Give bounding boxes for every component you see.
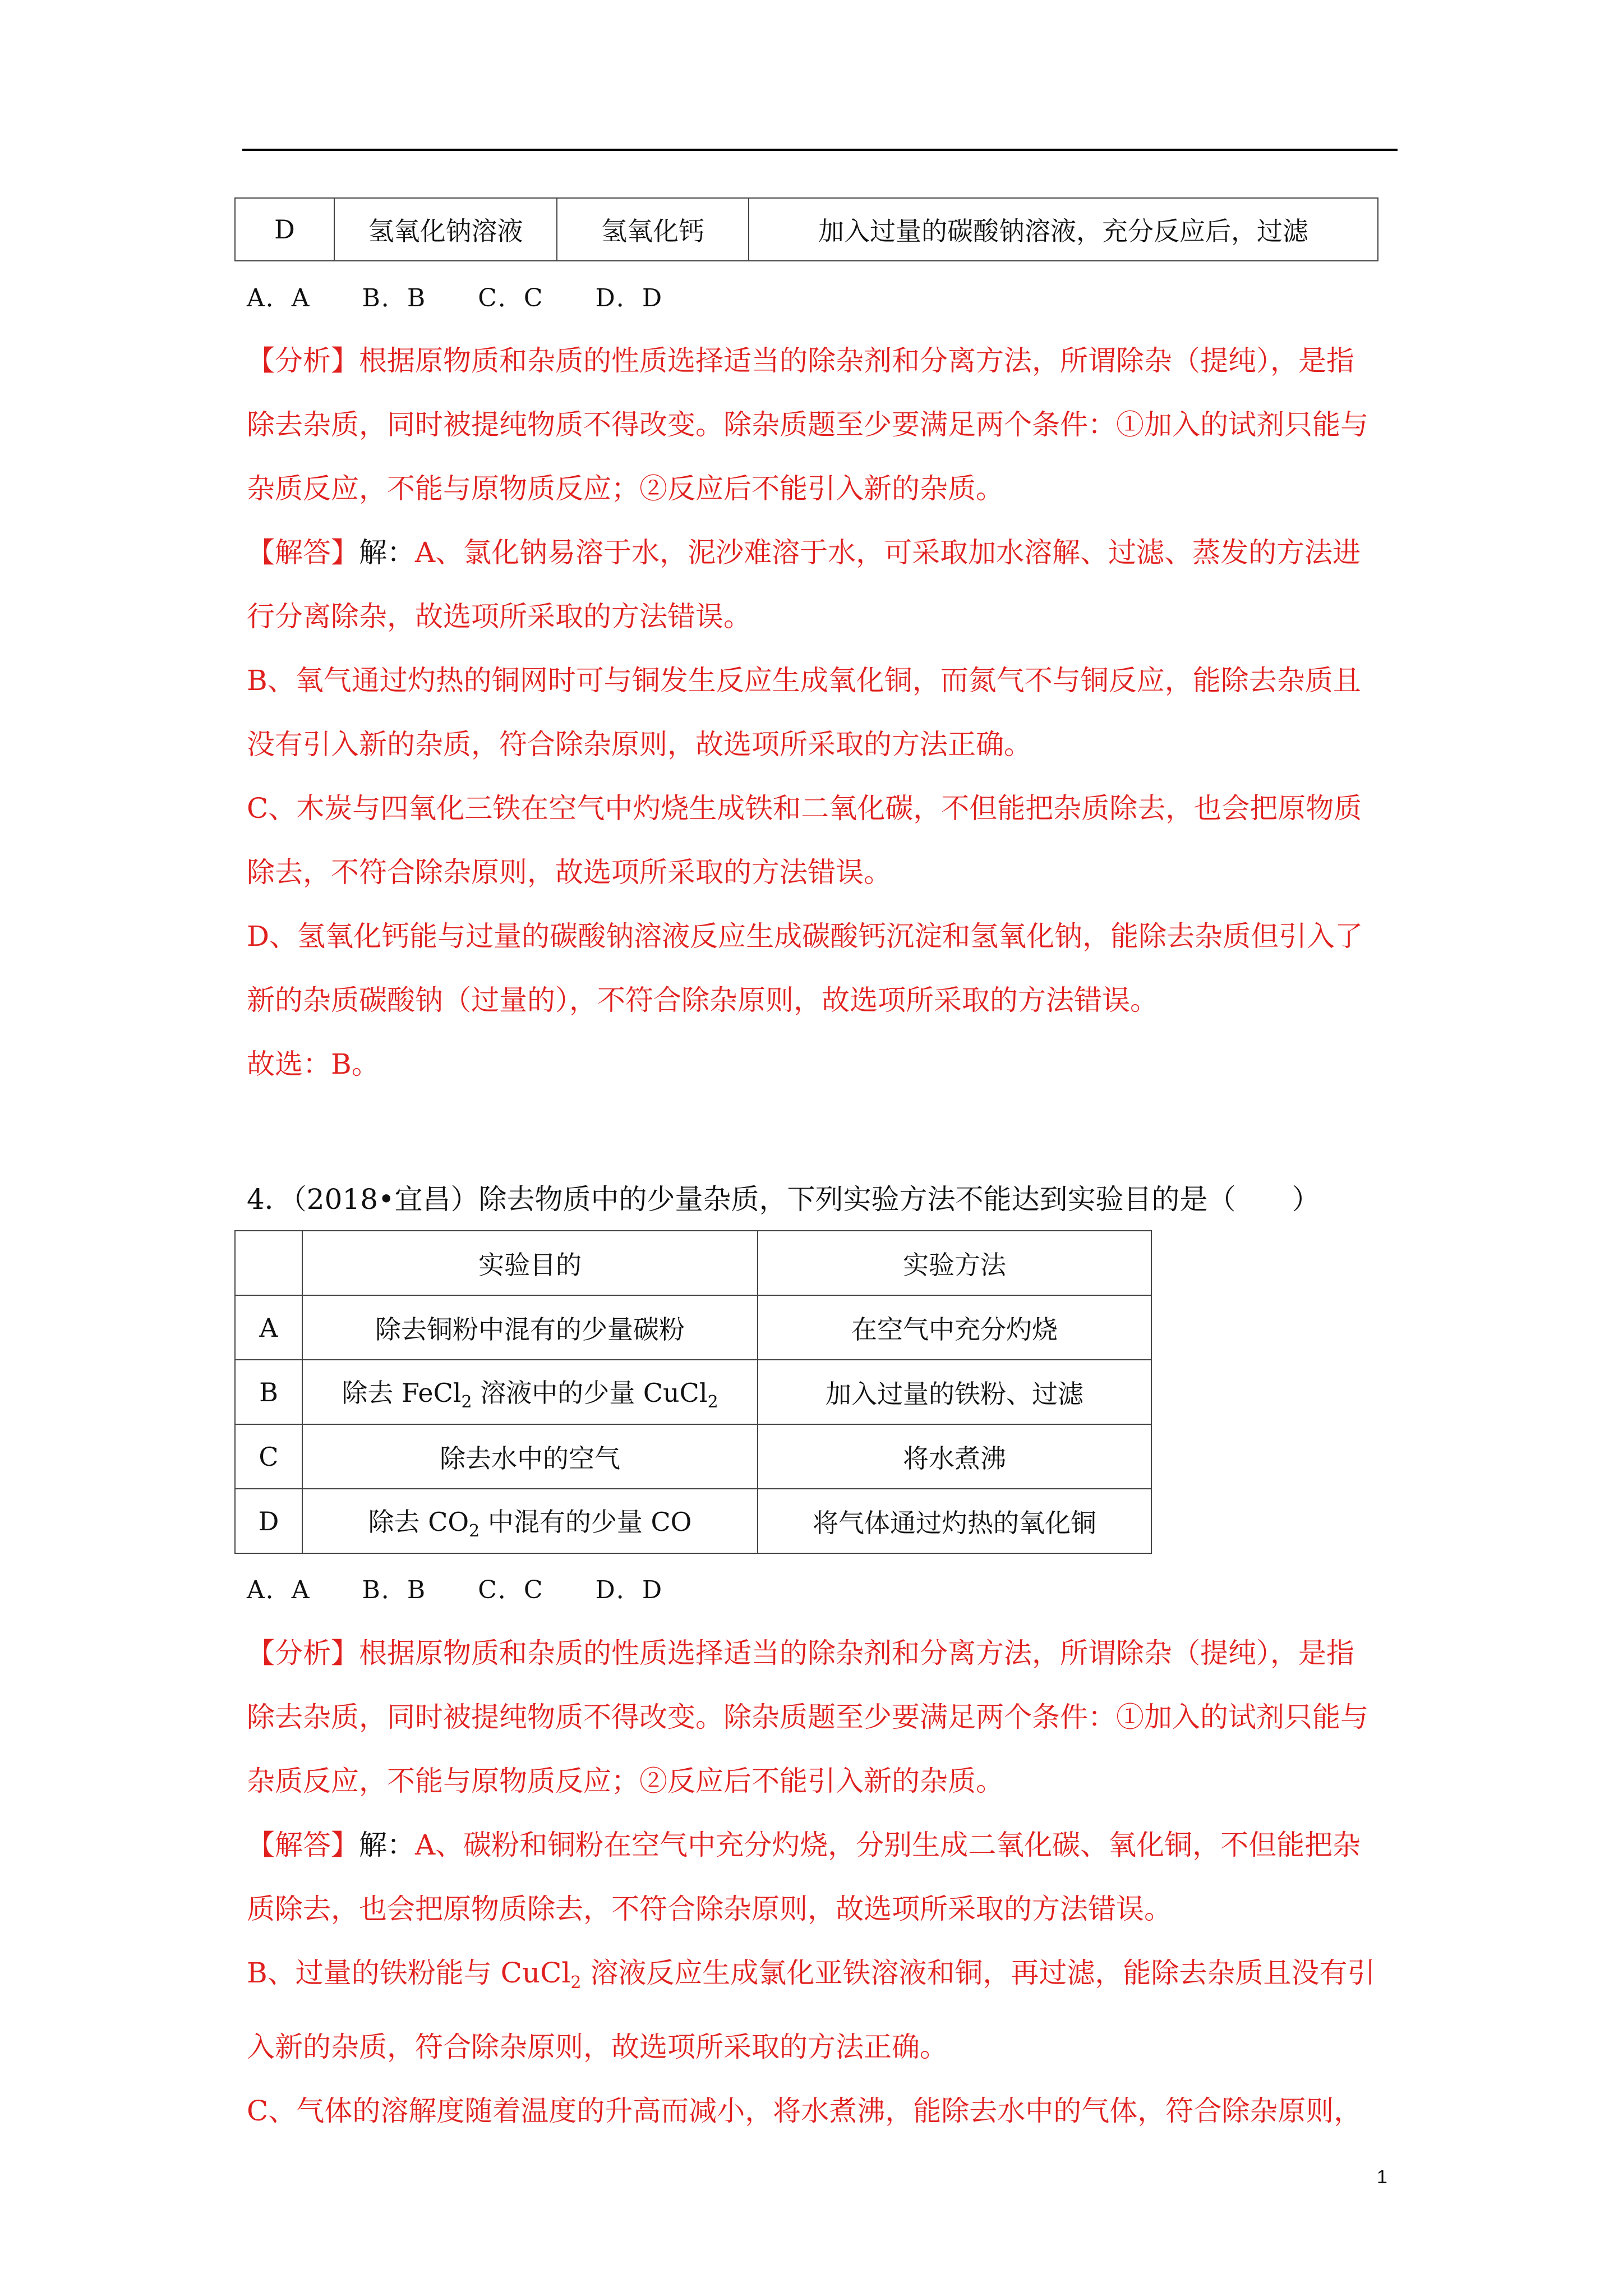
text-line: 杂质反应，不能与原物质反应；②反应后不能引入新的杂质。 [247, 472, 1004, 505]
text-line: 杂质反应，不能与原物质反应；②反应后不能引入新的杂质。 [247, 1765, 1004, 1797]
options-table-continued [234, 197, 1378, 261]
subscript: 2 [570, 1973, 582, 1993]
text-line: 入新的杂质，符合除杂原则，故选项所采取的方法正确。 [247, 2031, 948, 2063]
text-line: 质除去，也会把原物质除去，不符合除杂原则，故选项所采取的方法错误。 [247, 1893, 1172, 1925]
purpose-text: 除去 CO [368, 1506, 469, 1537]
row-method: 在空气中充分灼烧 [758, 1295, 1151, 1360]
table-header-cell: 实验目的 [302, 1231, 758, 1295]
table-row [235, 1295, 1151, 1360]
subscript: 2 [707, 1392, 718, 1412]
subscript: 2 [469, 1521, 480, 1541]
text-line: 根据原物质和杂质的性质选择适当的除杂剂和分离方法，所谓除杂（提纯），是指 [359, 1637, 1354, 1669]
purpose-text: 溶液中的少量 CuCl [472, 1377, 708, 1408]
row-method: 将气体通过灼热的氧化铜 [758, 1489, 1151, 1553]
text-line: A、碳粉和铜粉在空气中充分灼烧，分别生成二氧化碳、氧化铜，不但能把杂 [415, 1829, 1361, 1861]
table-header-row [235, 1231, 1151, 1295]
text-line: 行分离除杂，故选项所采取的方法错误。 [247, 600, 751, 633]
text-line: 新的杂质碳酸钠（过量的），不符合除杂原则，故选项所采取的方法错误。 [247, 984, 1158, 1016]
row-key: C [235, 1424, 302, 1489]
table-row [235, 1424, 1151, 1489]
table-cell: 氢氧化钠溶液 [334, 198, 557, 261]
text-line: 除去，不符合除杂原则，故选项所采取的方法错误。 [247, 856, 892, 889]
solution-block [247, 1813, 1391, 2143]
table-row [235, 198, 1378, 261]
row-method: 将水煮沸 [758, 1424, 1151, 1489]
table-cell: 氢氧化钙 [557, 198, 749, 261]
purpose-text: 除去 FeCl [342, 1377, 462, 1408]
row-purpose: 除去铜粉中混有的少量碳粉 [302, 1295, 758, 1360]
row-purpose [302, 1489, 758, 1553]
subscript: 2 [461, 1392, 472, 1412]
row-method: 加入过量的铁粉、过滤 [758, 1360, 1151, 1424]
analysis-block [247, 1621, 1391, 1813]
table-header-cell: 实验方法 [758, 1231, 1151, 1295]
text-line: 除去杂质，同时被提纯物质不得改变。除杂质题至少要满足两个条件：①加入的试剂只能与 [247, 1701, 1368, 1733]
row-purpose [302, 1360, 758, 1424]
text-fragment: B、过量的铁粉能与 CuCl [247, 1957, 571, 1989]
row-key: A [235, 1295, 302, 1360]
row-purpose: 除去水中的空气 [302, 1424, 758, 1489]
table-header-cell [235, 1231, 302, 1295]
text-line: 除去杂质，同时被提纯物质不得改变。除杂质题至少要满足两个条件：①加入的试剂只能与 [247, 408, 1368, 441]
experiment-table [234, 1230, 1152, 1554]
text-fragment: 溶液反应生成氯化亚铁溶液和铜，再过滤，能除去杂质且没有引 [581, 1957, 1376, 1989]
table-row [235, 1489, 1151, 1553]
table-row [235, 1360, 1151, 1424]
text-line: B、氧气通过灼热的铜网时可与铜发生反应生成氧化铜，而氮气不与铜反应，能除去杂质且 [247, 664, 1361, 697]
row-key: D [235, 1489, 302, 1553]
table-cell: 加入过量的碳酸钠溶液，充分反应后，过滤 [749, 198, 1378, 261]
solution-lead: 解： [359, 1829, 415, 1861]
header-rule [242, 149, 1398, 151]
solution-tag: 【解答】 [247, 536, 359, 569]
text-line: 根据原物质和杂质的性质选择适当的除杂剂和分离方法，所谓除杂（提纯），是指 [359, 344, 1354, 377]
question-4: 4．（2018•宜昌）除去物质中的少量杂质，下列实验方法不能达到实验目的是（ ） [247, 1183, 1320, 1216]
row-key: B [235, 1360, 302, 1424]
text-line: 故选：B。 [247, 1048, 380, 1080]
text-line [247, 1941, 1391, 2015]
analysis-tag: 【分析】 [247, 344, 359, 377]
text-line: C、木炭与四氧化三铁在空气中灼烧生成铁和二氧化碳，不但能把杂质除去，也会把原物质 [247, 792, 1362, 825]
answer-options: A．A B．B C．C D．D [247, 1576, 663, 1604]
answer-options: A．A B．B C．C D．D [247, 284, 663, 312]
analysis-block [247, 329, 1391, 521]
purpose-text: 中混有的少量 CO [479, 1506, 692, 1537]
solution-tag: 【解答】 [247, 1829, 359, 1861]
text-line: A、氯化钠易溶于水，泥沙难溶于水，可采取加水溶解、过滤、蒸发的方法进 [415, 536, 1361, 569]
text-line: 没有引入新的杂质，符合除杂原则，故选项所采取的方法正确。 [247, 728, 1032, 761]
analysis-tag: 【分析】 [247, 1637, 359, 1669]
text-line: D、氢氧化钙能与过量的碳酸钠溶液反应生成碳酸钙沉淀和氢氧化钠，能除去杂质但引入了 [247, 920, 1363, 953]
table-cell: D [235, 198, 334, 261]
solution-lead: 解： [359, 536, 415, 569]
text-line: C、气体的溶解度随着温度的升高而减小，将水煮沸，能除去水中的气体，符合除杂原则， [247, 2095, 1362, 2127]
solution-block [247, 521, 1391, 1096]
page-number: 1 [1377, 2166, 1387, 2188]
